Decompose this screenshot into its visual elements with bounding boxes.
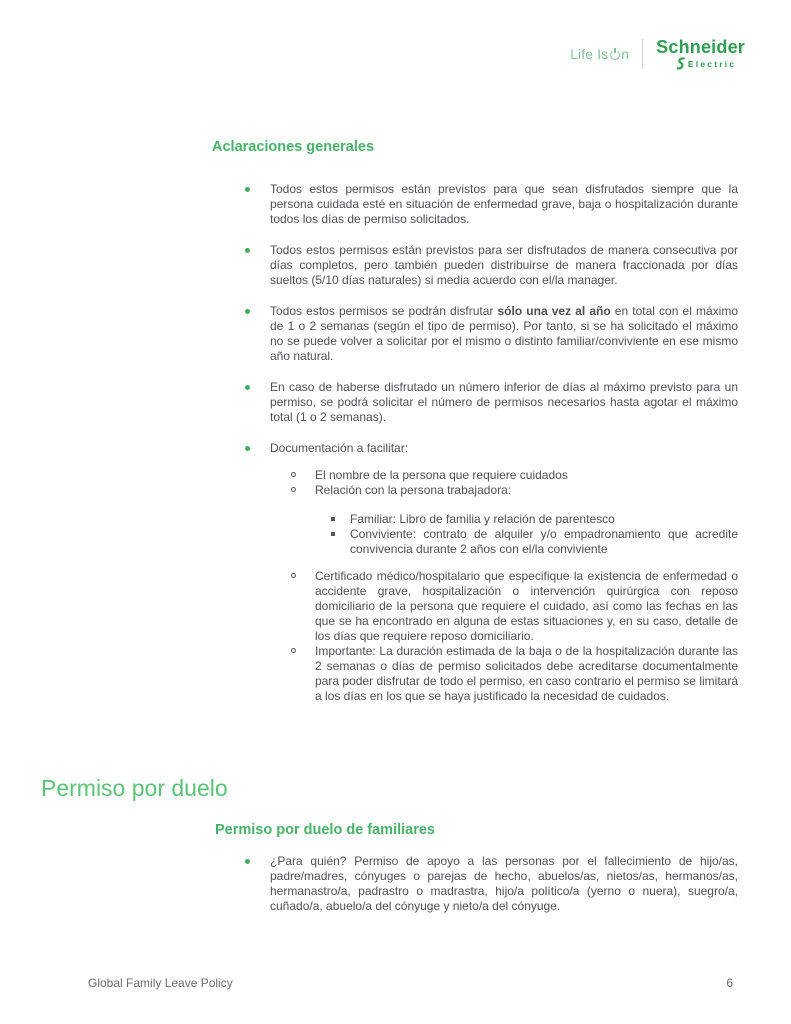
sub-bullet-text: Importante: La duración estimada de la baja o de la hospitalización durante las 2 semanas o días de permiso solicitados debe acreditarse documentalmente para poder disfrutar de todo el permiso, en caso contrario el permiso se limitará a los días en los que se haya justificado la necesidad de cuidados.	[315, 644, 738, 703]
bullet-text: En caso de haberse disfrutado un número inferior de días al máximo previsto para un permiso, se podrá solicitar el número de permisos necesarios hasta agotar el máximo total (1 o 2 semanas).	[270, 380, 738, 424]
sub-bullet-item	[212, 569, 738, 644]
subsection-heading: Permiso por duelo de familiares	[215, 822, 435, 838]
aclaraciones-section	[212, 140, 738, 704]
bullet-text: ¿Para quién? Permiso de apoyo a las personas por el fallecimiento de hijo/as, padre/madres, cónyuges o parejas de hecho, abuelos/as, nietos/as, hermanos/as, hermanastro/a, padrastro o madrastra, hijo/a político/a (yerno o nuera), suegro/a, cuñado/a, abuelo/a del cónyuge y nieto/a del cónyuge.	[270, 854, 738, 913]
duelo-section	[212, 854, 738, 914]
brand-name: Schneider	[656, 37, 745, 57]
brand-subtitle: Electric	[687, 58, 737, 69]
circle-bullet-icon	[291, 573, 296, 578]
bullet-item	[212, 854, 738, 914]
sub-bullet-item	[212, 483, 738, 498]
bullet-dot-icon	[245, 385, 250, 390]
bullet-text: Todos estos permisos están previstos para ser disfrutados de manera consecutiva por días completos, pero también pueden distribuirse de manera fraccionada por días sueltos (5/10 días naturales) si media acuerdo con el/la manager.	[270, 243, 738, 287]
tagline	[570, 47, 629, 62]
tagline-text: Life Is	[570, 46, 609, 62]
bullet-item	[212, 243, 738, 288]
power-icon-bar	[614, 48, 616, 53]
sub-bullet-text: Relación con la persona trabajadora:	[315, 483, 512, 497]
sub-sub-bullet-text: Familiar: Libro de familia y relación de parentesco	[350, 512, 615, 526]
bullet-item	[212, 304, 738, 364]
bullet-dot-icon	[245, 859, 250, 864]
schneider-s-icon	[675, 57, 686, 70]
bullet-dot-icon	[245, 248, 250, 253]
bullet-dot-icon	[245, 446, 250, 451]
section-heading: Aclaraciones generales	[212, 139, 375, 155]
sub-bullet-text: Certificado médico/hospitalario que especifique la existencia de enfermedad o accidente grave, hospitalización o intervención quirúrgica con reposo domiciliario de la persona que requiere el cuidado, así como las fechas en las que se ha encontrado en alguna de estas situaciones y, en su caso, detalle de los días que requiere reposo domiciliario.	[315, 569, 738, 643]
sub-bullet-text: El nombre de la persona que requiere cuidados	[315, 468, 568, 482]
bullet-text: Todos estos permisos están previstos para que sean disfrutados siempre que la persona cuidada esté en situación de enfermedad grave, baja o hospitalización durante todos los días de permiso solicitados.	[270, 182, 738, 226]
bullet-text: Documentación a facilitar:	[270, 441, 409, 455]
circle-bullet-icon	[291, 472, 296, 477]
footer-doc-title: Global Family Leave Policy	[88, 976, 233, 990]
sub-sub-bullet-text: Conviviente: contrato de alquiler y/o empadronamiento que acredite convivencia durante 2 años con el/la conviviente	[350, 527, 738, 556]
power-icon	[610, 50, 620, 60]
sub-sub-bullet-item	[212, 512, 738, 527]
sub-bullet-item	[212, 644, 738, 704]
square-bullet-icon	[331, 532, 335, 536]
page-number: 6	[726, 976, 733, 990]
bullet-dot-icon	[245, 309, 250, 314]
bullet-text-bold: sólo una vez al año	[497, 304, 611, 318]
brand-logo	[570, 38, 745, 70]
bullet-item	[212, 380, 738, 425]
circle-bullet-icon	[291, 487, 296, 492]
bullet-text-pre: Todos estos permisos se podrán disfrutar	[270, 304, 498, 318]
bullet-item	[212, 182, 738, 227]
circle-bullet-icon	[291, 648, 296, 653]
sub-bullet-item	[212, 468, 738, 483]
logo-divider	[642, 39, 643, 69]
bullet-dot-icon	[245, 187, 250, 192]
page-title: Permiso por duelo	[41, 775, 228, 801]
square-bullet-icon	[331, 517, 335, 521]
brand-subtitle-row	[675, 57, 736, 70]
tagline-suffix: n	[621, 46, 630, 62]
sub-sub-bullet-item	[212, 527, 738, 557]
bullet-item	[212, 441, 738, 456]
bullet-text-post: en total con el máximo de 1 o 2 semanas (según el tipo de permiso). Por tanto, si se ha solicitado el máximo no se puede volver a solicitar por el mismo o distinto familiar/conviviente en ese mismo año natural.	[270, 304, 738, 363]
brand-wordmark	[656, 38, 745, 70]
